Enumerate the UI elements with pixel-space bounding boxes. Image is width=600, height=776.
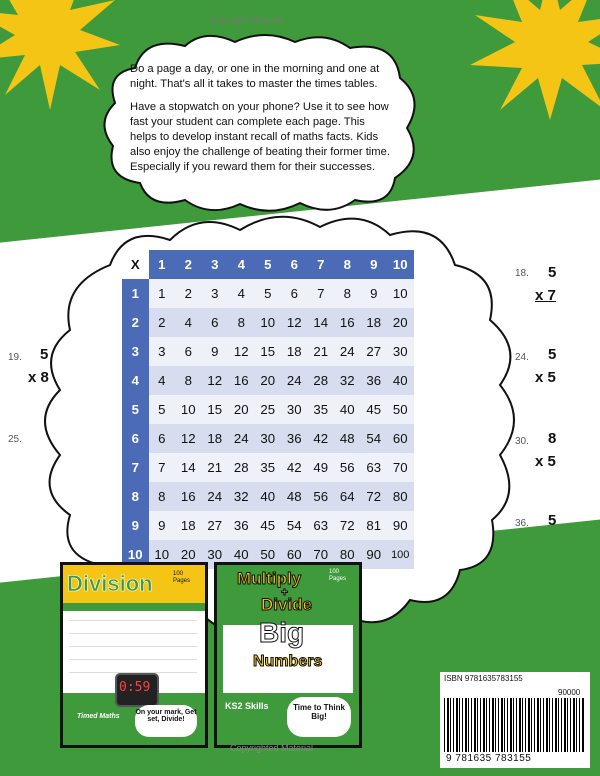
table-cell: 35 [308, 395, 335, 424]
table-cell: 10 [387, 279, 414, 308]
table-cell: 40 [387, 366, 414, 395]
table-row [122, 511, 414, 540]
table-cell: 36 [361, 366, 388, 395]
table-row [122, 482, 414, 511]
table-cell: 8 [228, 308, 255, 337]
cover-green-band [63, 603, 205, 611]
table-cell: 48 [334, 424, 361, 453]
problem-number: 25. [8, 434, 22, 445]
table-cell: 14 [175, 453, 202, 482]
cover-title-plus: + [281, 585, 289, 599]
table-cell: 30 [281, 395, 308, 424]
table-cell: 72 [334, 511, 361, 540]
table-cell: 20 [255, 366, 282, 395]
table-cell: 9 [361, 279, 388, 308]
table-cell: 7 [149, 453, 176, 482]
table-cell: 100 [387, 540, 414, 569]
cover-footer-right: On your mark, Get set, Divide! [135, 705, 197, 737]
problem-number: 18. [515, 268, 529, 279]
isbn-digits: 9 781635 783155 [446, 753, 532, 764]
table-cell: 54 [281, 511, 308, 540]
table-cell: 4 [175, 308, 202, 337]
table-cell: 27 [202, 511, 229, 540]
table-header-cell: 5 [255, 250, 282, 279]
stopwatch-display: 0:59 [119, 680, 151, 695]
table-cell: 16 [228, 366, 255, 395]
table-cell: 3 [149, 337, 176, 366]
table-cell: 32 [228, 482, 255, 511]
problem-number: 19. [8, 352, 22, 363]
problem-number: 24. [515, 352, 529, 363]
table-cell: 6 [281, 279, 308, 308]
problem-top: 5 [548, 264, 557, 281]
table-cell: 18 [361, 308, 388, 337]
table-cell: 50 [387, 395, 414, 424]
table-cell: 5 [255, 279, 282, 308]
cover-footer-right: Time to Think Big! [287, 697, 351, 737]
table-row [122, 308, 414, 337]
table-cell: 81 [361, 511, 388, 540]
table-cell: 20 [175, 540, 202, 569]
row-header: 10 [122, 540, 149, 569]
table-header-cell: 3 [202, 250, 229, 279]
table-cell: 70 [387, 453, 414, 482]
stopwatch-icon [115, 673, 159, 707]
table-cell: 36 [228, 511, 255, 540]
table-cell: 80 [334, 540, 361, 569]
table-header-cell: 4 [228, 250, 255, 279]
table-header-cell: 6 [281, 250, 308, 279]
table-cell: 28 [228, 453, 255, 482]
table-cell: 90 [387, 511, 414, 540]
table-cell: 40 [228, 540, 255, 569]
table-cell: 8 [334, 279, 361, 308]
table-cell: 45 [361, 395, 388, 424]
table-header-cell: 2 [175, 250, 202, 279]
table-cell: 1 [149, 279, 176, 308]
table-row [122, 453, 414, 482]
table-cell: 45 [255, 511, 282, 540]
row-header: 3 [122, 337, 149, 366]
table-header-cell: 10 [387, 250, 414, 279]
table-header-cell: 8 [334, 250, 361, 279]
intro-paragraph-1: Do a page a day, or one in the morning and one at night. That's all it takes to master the times tables. [130, 63, 380, 90]
problem-bottom: x 5 [535, 453, 556, 470]
table-cell: 30 [255, 424, 282, 453]
table-cell: 2 [149, 308, 176, 337]
table-cell: 56 [308, 482, 335, 511]
table-cell: 36 [281, 424, 308, 453]
table-cell: 21 [202, 453, 229, 482]
row-header: 2 [122, 308, 149, 337]
isbn-label: ISBN 9781635783155 [444, 674, 523, 683]
copyright-notice: Copyright Material [210, 15, 284, 25]
table-cell: 18 [202, 424, 229, 453]
table-row [122, 366, 414, 395]
copyright-notice-bottom: Copyrighted Material [230, 743, 314, 753]
table-cell: 48 [281, 482, 308, 511]
book-cover-multiply-divide [214, 562, 362, 748]
intro-text [130, 62, 390, 183]
problem-top: 5 [548, 346, 557, 363]
table-cell: 49 [308, 453, 335, 482]
cover-footer-left: Timed Maths [77, 713, 120, 720]
table-corner: X [122, 250, 149, 279]
table-cell: 9 [149, 511, 176, 540]
cover-title-numbers: Numbers [253, 653, 323, 670]
table-row [122, 337, 414, 366]
table-cell: 60 [387, 424, 414, 453]
cover-title-divide: Divide [261, 595, 313, 614]
table-cell: 56 [334, 453, 361, 482]
table-cell: 15 [202, 395, 229, 424]
row-header: 5 [122, 395, 149, 424]
row-header: 8 [122, 482, 149, 511]
barcode-price: 90000 [558, 688, 581, 697]
table-cell: 2 [175, 279, 202, 308]
row-header: 1 [122, 279, 149, 308]
table-header-cell: 1 [149, 250, 176, 279]
table-cell: 32 [334, 366, 361, 395]
row-header: 4 [122, 366, 149, 395]
problem-top: 8 [548, 430, 557, 447]
cover-pages: 100 Pages [173, 571, 191, 584]
table-cell: 12 [228, 337, 255, 366]
problem-bottom: x 5 [535, 369, 556, 386]
table-cell: 24 [334, 337, 361, 366]
sun-burst-right [470, 0, 600, 120]
table-cell: 21 [308, 337, 335, 366]
table-cell: 54 [361, 424, 388, 453]
table-cell: 16 [175, 482, 202, 511]
table-cell: 16 [334, 308, 361, 337]
table-cell: 27 [361, 337, 388, 366]
table-cell: 8 [149, 482, 176, 511]
intro-paragraph-2: Have a stopwatch on your phone? Use it to see how fast your student can complete each page. This helps to develop instant recall of maths facts. Kids also enjoy the challenge of beating their former time. Especially if you reward them for their successes. [130, 101, 390, 173]
table-cell: 15 [255, 337, 282, 366]
table-row [122, 395, 414, 424]
book-cover-division [60, 562, 208, 748]
table-header-cell: 7 [308, 250, 335, 279]
table-row [122, 424, 414, 453]
table-cell: 6 [149, 424, 176, 453]
table-cell: 20 [387, 308, 414, 337]
cover-title-big: Big [259, 617, 305, 648]
table-cell: 12 [202, 366, 229, 395]
table-cell: 42 [308, 424, 335, 453]
cover-footer-left: KS2 Skills [225, 701, 269, 711]
table-header-cell: 9 [361, 250, 388, 279]
table-cell: 14 [308, 308, 335, 337]
table-cell: 10 [255, 308, 282, 337]
table-cell: 30 [387, 337, 414, 366]
row-header: 6 [122, 424, 149, 453]
table-cell: 5 [149, 395, 176, 424]
table-cell: 40 [255, 482, 282, 511]
row-header: 9 [122, 511, 149, 540]
problem-top: 5 [40, 346, 49, 363]
problem-top: 5 [548, 512, 557, 529]
problem-bottom: x 7 [535, 287, 556, 304]
table-cell: 64 [334, 482, 361, 511]
problem-bottom: x 8 [28, 369, 49, 386]
multiplication-table [122, 250, 414, 569]
table-cell: 24 [281, 366, 308, 395]
table-cell: 12 [281, 308, 308, 337]
cover-title-multiply: Multiply [237, 569, 302, 588]
table-cell: 80 [387, 482, 414, 511]
table-cell: 7 [308, 279, 335, 308]
isbn-barcode [440, 672, 590, 768]
table-header-row [122, 250, 414, 279]
table-cell: 24 [228, 424, 255, 453]
table-cell: 18 [175, 511, 202, 540]
problem-number: 36. [515, 518, 529, 529]
table-cell: 40 [334, 395, 361, 424]
table-cell: 10 [175, 395, 202, 424]
table-cell: 9 [202, 337, 229, 366]
table-cell: 20 [228, 395, 255, 424]
table-cell: 72 [361, 482, 388, 511]
table-cell: 12 [175, 424, 202, 453]
table-cell: 8 [175, 366, 202, 395]
table-cell: 90 [361, 540, 388, 569]
table-cell: 28 [308, 366, 335, 395]
table-cell: 70 [308, 540, 335, 569]
table-cell: 3 [202, 279, 229, 308]
table-cell: 6 [175, 337, 202, 366]
problem-number: 30. [515, 436, 529, 447]
table-cell: 6 [202, 308, 229, 337]
table-cell: 24 [202, 482, 229, 511]
cover-title: Division [67, 571, 153, 596]
table-cell: 60 [281, 540, 308, 569]
table-cell: 4 [149, 366, 176, 395]
table-cell: 30 [202, 540, 229, 569]
row-header: 7 [122, 453, 149, 482]
table-row [122, 279, 414, 308]
cover-pages: 100 Pages [329, 569, 347, 582]
table-cell: 25 [255, 395, 282, 424]
table-cell: 63 [361, 453, 388, 482]
table-cell: 4 [228, 279, 255, 308]
barcode-bars [444, 698, 584, 752]
table-cell: 10 [149, 540, 176, 569]
table-cell: 42 [281, 453, 308, 482]
table-cell: 50 [255, 540, 282, 569]
table-cell: 35 [255, 453, 282, 482]
table-cell: 18 [281, 337, 308, 366]
table-cell: 63 [308, 511, 335, 540]
